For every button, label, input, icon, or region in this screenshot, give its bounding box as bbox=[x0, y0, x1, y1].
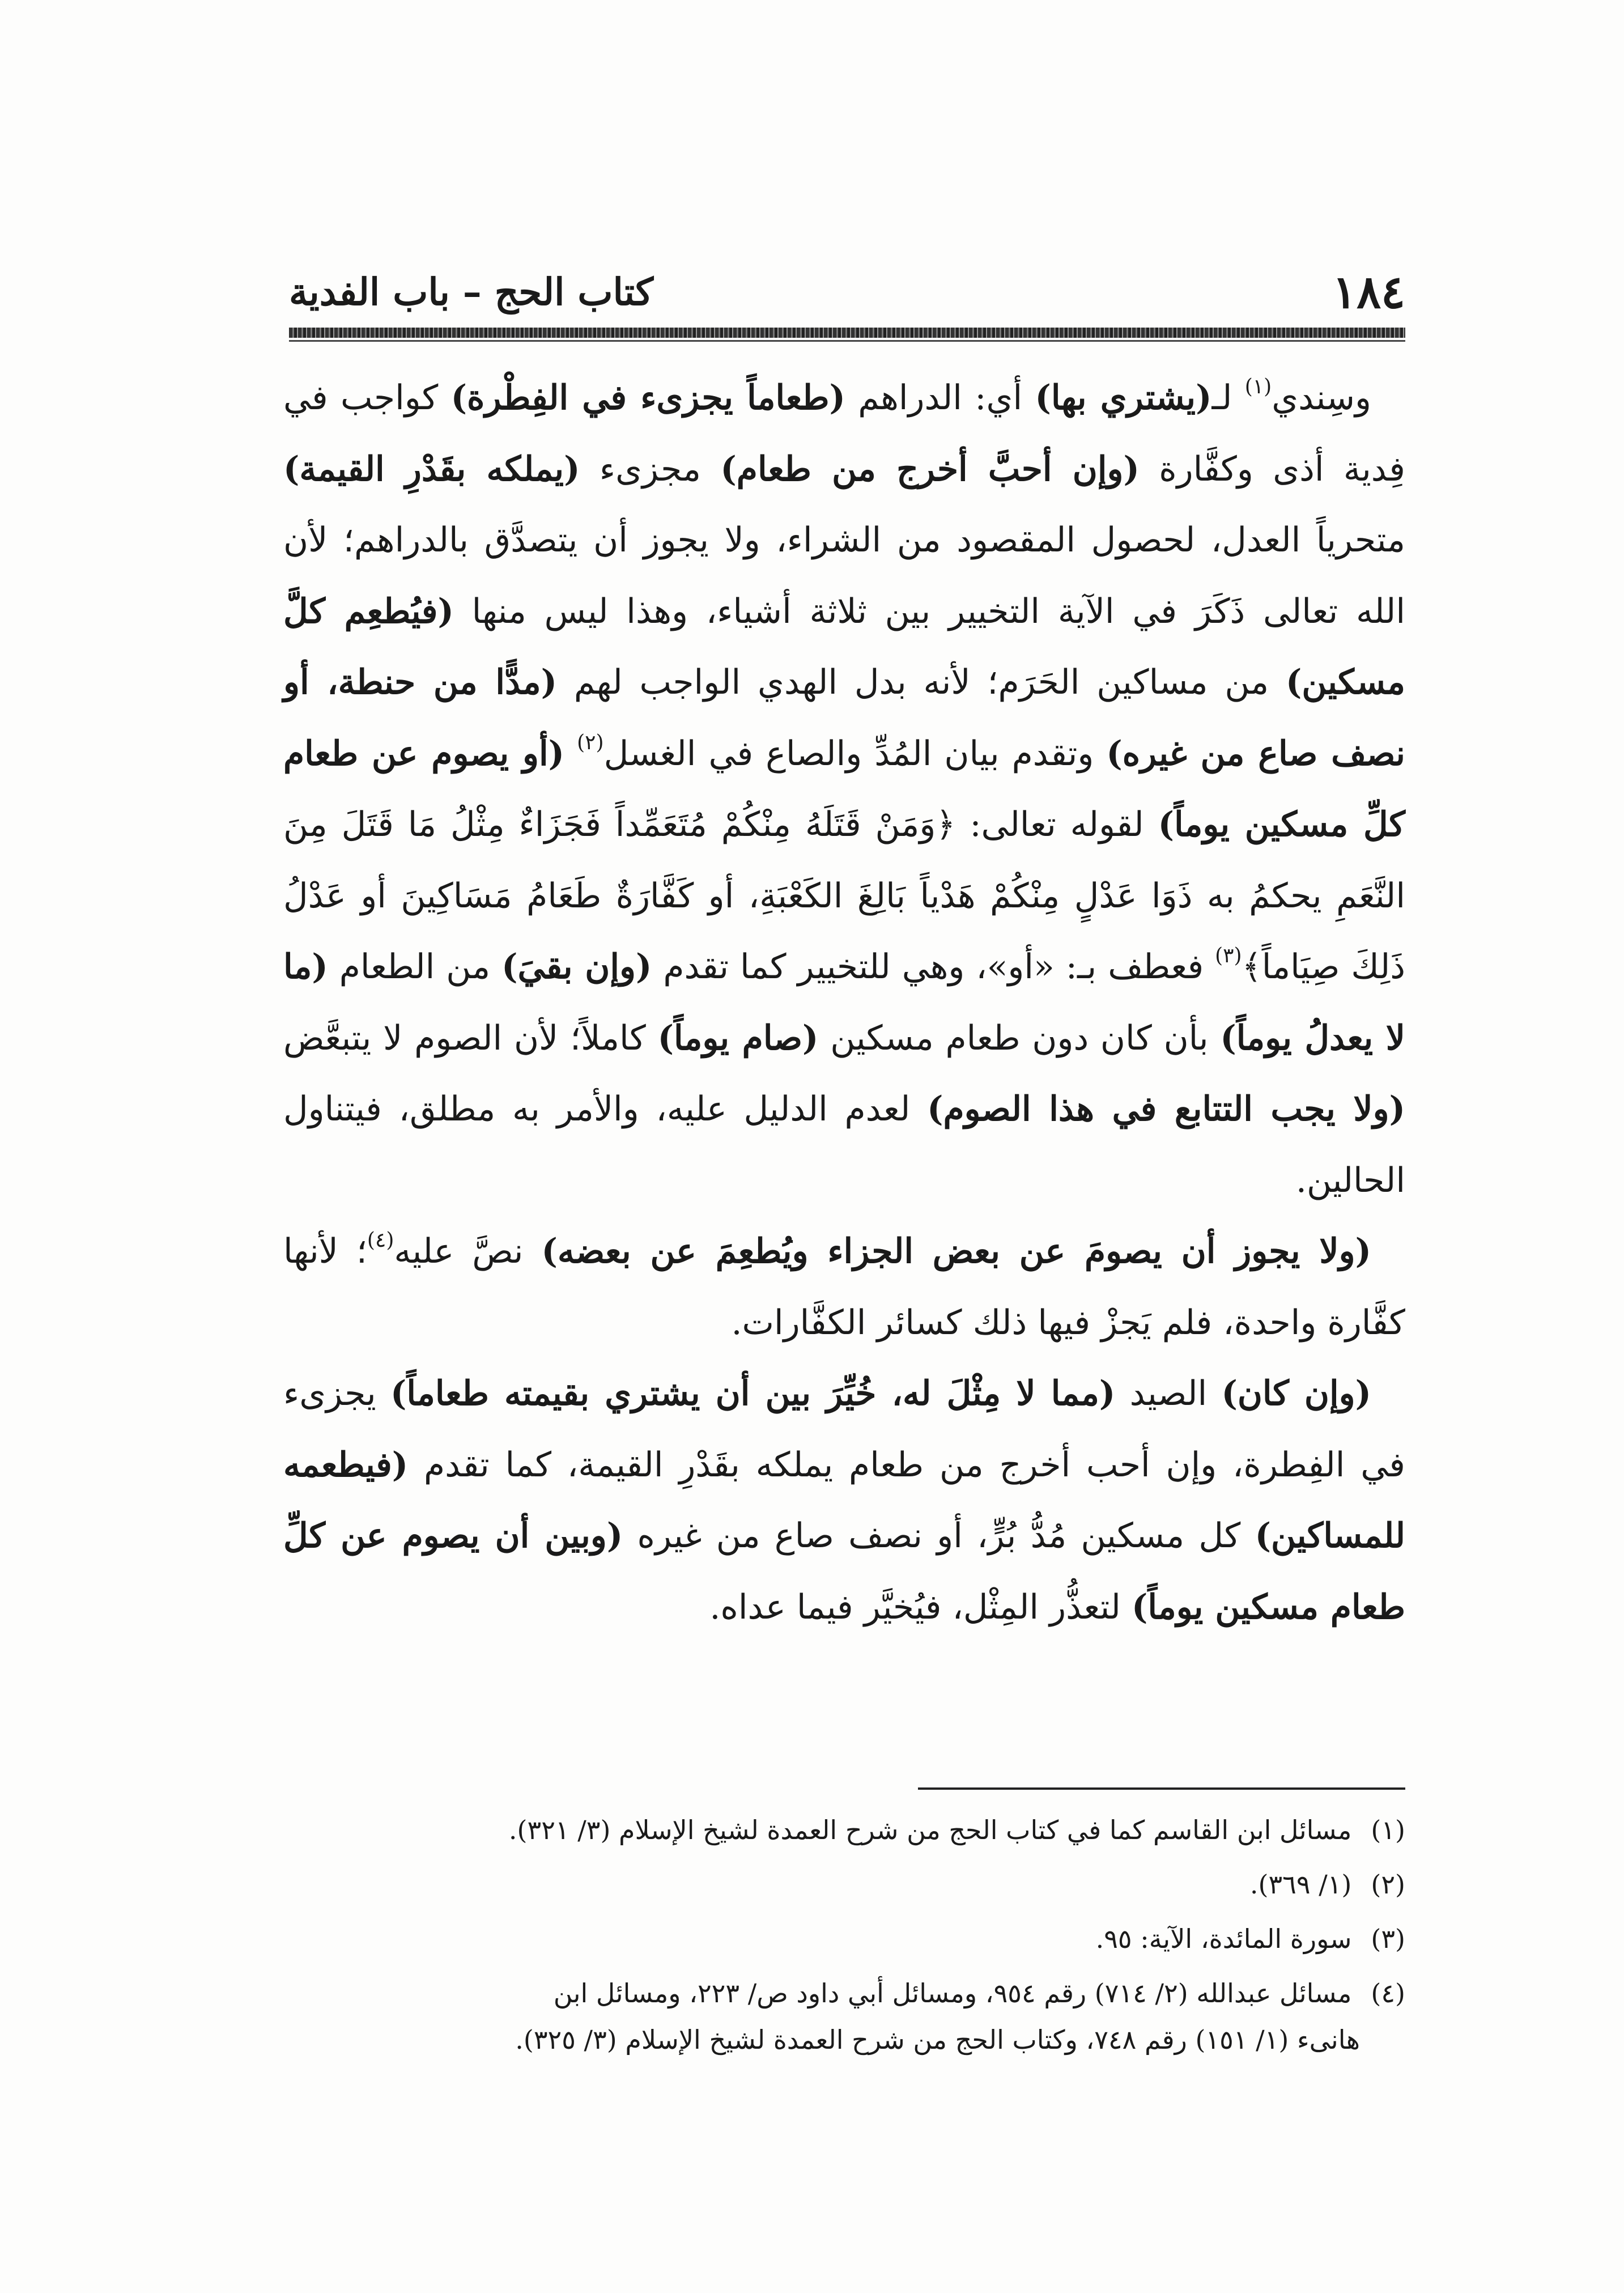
footnotes bbox=[283, 1807, 1405, 2071]
body-text bbox=[283, 363, 1405, 1643]
header-rule-thin bbox=[289, 340, 1405, 342]
footnote-number: (٣) bbox=[1371, 1923, 1405, 1954]
paragraph bbox=[283, 1216, 1405, 1358]
footnote-ref: (١) bbox=[1244, 375, 1272, 398]
commentary-text: أي: الدراهم bbox=[845, 378, 1035, 418]
footnote bbox=[283, 1970, 1405, 2063]
bold-matn-text: (فيُطعِم كلَّ مسكين) bbox=[283, 591, 1405, 702]
paragraph bbox=[283, 363, 1405, 1216]
commentary-text: متحرياً العدل، لحصول المقصود من الشراء، ولا يجوز أن يتصدَّق بالدراهم؛ لأن الله تعالى ذَكَرَ في الآية التخيير بين ثلاثة أشياء، وهذا ليس منها bbox=[283, 520, 1405, 631]
commentary-text: لـ bbox=[1211, 378, 1245, 418]
commentary-text: كواجب في فِدية أذى وكفَّارة bbox=[283, 378, 1405, 489]
footnote-text-continued: هانىء (١/ ١٥١) رقم ٧٤٨، وكتاب الحج من شرح العمدة لشيخ الإسلام (٣/ ٣٢٥). bbox=[515, 2024, 1360, 2055]
commentary-text: لتعذُّر المِثْل، فيُخيَّر فيما عداه. bbox=[709, 1587, 1132, 1627]
bold-matn-text: (وبين أن يصوم عن كلِّ طعام مسكين يوماً) bbox=[283, 1516, 1405, 1627]
bold-matn-text: (وإن كان) bbox=[1221, 1374, 1371, 1413]
paragraph bbox=[283, 1358, 1405, 1643]
bold-matn-text: (فيطعمه للمساكين) bbox=[283, 1445, 1405, 1556]
bold-matn-text: (وإن بقيَ) bbox=[501, 947, 652, 987]
commentary-text: بأن كان دون طعام مسكين bbox=[818, 1018, 1221, 1058]
footnote-text: سورة المائدة، الآية: ٩٥. bbox=[1095, 1923, 1352, 1954]
commentary-text: يجزىء في الفِطرة، وإن أحب أخرج من طعام يملكه بقَدْرِ القيمة، كما تقدم bbox=[283, 1374, 1405, 1485]
footnote-ref: (٤) bbox=[367, 1229, 394, 1252]
commentary-text: نصَّ عليه bbox=[394, 1232, 542, 1271]
commentary-text: من مساكين الحَرَم؛ لأنه بدل الهدي الواجب لهم bbox=[557, 663, 1286, 702]
commentary-text: لعدم الدليل عليه، والأمر به مطلق، فيتناول الحالين. bbox=[283, 1089, 1405, 1200]
commentary-text: الصيد bbox=[1115, 1374, 1222, 1413]
bold-matn-text: (صام يوماً) bbox=[657, 1018, 819, 1058]
footnote-text: مسائل عبدالله (٢/ ٧١٤) رقم ٩٥٤، ومسائل أبي داود ص/ ٢٢٣، ومسائل ابن bbox=[553, 1978, 1352, 2009]
bold-matn-text: (يملكه بقَدْرِ القيمة) bbox=[283, 449, 580, 489]
bold-matn-text: (ولا يجوز أن يصومَ عن بعض الجزاء ويُطعِمَ عن بعضه) bbox=[541, 1232, 1372, 1271]
footnote-number: (١) bbox=[1371, 1815, 1405, 1845]
commentary-text: ؛ لأنها كفَّارة واحدة، فلم يَجزْ فيها ذلك كسائر الكفَّارات. bbox=[283, 1232, 1405, 1343]
bold-matn-text: (يشتري بها) bbox=[1035, 378, 1212, 418]
footnote-ref: (٣) bbox=[1215, 944, 1242, 967]
commentary-text: وسِندي bbox=[1272, 378, 1371, 418]
footnote-ref: (٢) bbox=[577, 731, 604, 754]
footnote-number: (٢) bbox=[1371, 1869, 1405, 1900]
page-number: ١٨٤ bbox=[1332, 265, 1405, 319]
commentary-text bbox=[564, 734, 577, 774]
bold-matn-text: (ما لا يعدلُ يوماً) bbox=[283, 947, 1405, 1058]
commentary-text: مجزىء bbox=[580, 449, 721, 489]
bold-matn-text: (طعاماً يجزىء في الفِطْرة) bbox=[450, 378, 845, 418]
footnote-text: (١/ ٣٦٩). bbox=[1249, 1869, 1352, 1900]
bold-matn-text: (وإن أحبَّ أخرج من طعام) bbox=[720, 449, 1140, 489]
commentary-text: لقوله تعالى: ﴿وَمَنْ قَتَلَهُ مِنْكُمْ مُتَعَمِّداً فَجَزَاءٌ مِثْلُ مَا قَتَلَ مِنَ النَّعَمِ يحكمُ به ذَوَا عَدْلٍ مِنْكُمْ هَدْياً بَالِغَ الكَعْبَةِ، أو كَفَّارَةٌ طَعَامُ مَسَاكِينَ أو عَدْلُ ذَلِكَ صِيَاماً﴾ bbox=[283, 805, 1405, 987]
footnote-number: (٤) bbox=[1371, 1978, 1405, 2009]
footnote-separator bbox=[918, 1787, 1405, 1790]
commentary-text: من الطعام bbox=[328, 947, 502, 987]
footnote bbox=[283, 1916, 1405, 1962]
bold-matn-text: (ولا يجب التتابع في هذا الصوم) bbox=[927, 1089, 1405, 1129]
bold-matn-text: (مدًّا من حنطة، أو نصف صاع من غيره) bbox=[283, 663, 1405, 774]
commentary-text: كاملاً؛ لأن الصوم لا يتبعَّض bbox=[283, 1018, 658, 1058]
footnote-text: مسائل ابن القاسم كما في كتاب الحج من شرح العمدة لشيخ الإسلام (٣/ ٣٢١). bbox=[508, 1815, 1352, 1845]
page-header bbox=[289, 258, 1405, 326]
footnote bbox=[283, 1861, 1405, 1908]
bold-matn-text: (مما لا مِثْلَ له، خُيِّرَ بين أن يشتري بقيمته طعاماً) bbox=[390, 1374, 1116, 1413]
commentary-text: فعطف بـ: «أو»، وهي للتخيير كما تقدم bbox=[652, 947, 1215, 987]
running-title: كتاب الحج – باب الفدية bbox=[289, 270, 653, 314]
bold-matn-text: (أو يصوم عن طعام كلِّ مسكين يوماً) bbox=[283, 733, 1405, 844]
commentary-text: كل مسكين مُدُّ بُرٍّ، أو نصف صاع من غيره bbox=[623, 1516, 1255, 1556]
commentary-text: وتقدم بيان المُدِّ والصاع في الغسل bbox=[603, 733, 1107, 774]
footnote bbox=[283, 1807, 1405, 1853]
header-rule bbox=[289, 328, 1405, 338]
